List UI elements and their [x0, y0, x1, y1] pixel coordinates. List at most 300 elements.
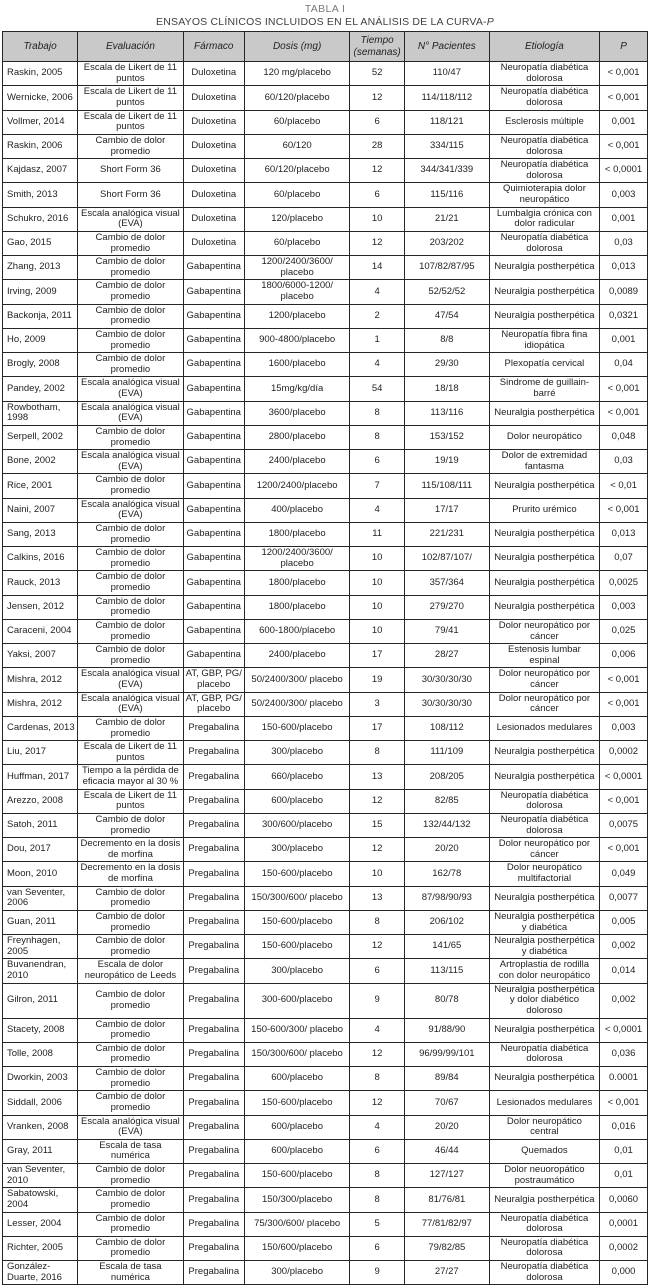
cell-dosis: 60/120/placebo — [244, 159, 350, 183]
cell-dosis: 400/placebo — [244, 498, 350, 522]
cell-dosis: 300/600/placebo — [244, 813, 350, 837]
cell-pacientes: 113/116 — [404, 401, 489, 425]
cell-evaluacion: Cambio de dolor promedio — [78, 1188, 184, 1212]
cell-p: 0,001 — [600, 328, 648, 352]
cell-farmaco: Duloxetina — [183, 231, 244, 255]
cell-tiempo: 8 — [350, 401, 405, 425]
cell-p: < 0,001 — [600, 789, 648, 813]
cell-trabajo: Richter, 2005 — [3, 1236, 78, 1260]
cell-farmaco: Gabapentina — [183, 522, 244, 546]
cell-farmaco: Pregabalina — [183, 910, 244, 934]
cell-tiempo: 17 — [350, 644, 405, 668]
cell-farmaco: Duloxetina — [183, 110, 244, 134]
cell-pacientes: 89/84 — [404, 1067, 489, 1091]
cell-pacientes: 8/8 — [404, 328, 489, 352]
cell-pacientes: 132/44/132 — [404, 813, 489, 837]
table-row — [3, 644, 648, 668]
cell-trabajo: Brogly, 2008 — [3, 353, 78, 377]
cell-dosis: 75/300/600/ placebo — [244, 1212, 350, 1236]
cell-farmaco: Pregabalina — [183, 1212, 244, 1236]
cell-dosis: 900-4800/placebo — [244, 328, 350, 352]
cell-farmaco: Pregabalina — [183, 862, 244, 886]
cell-etiologia: Neuralgia postherpética — [489, 1067, 599, 1091]
cell-trabajo: Naini, 2007 — [3, 498, 78, 522]
cell-farmaco: Gabapentina — [183, 450, 244, 474]
cell-p: < 0,001 — [600, 86, 648, 110]
cell-etiologia: Neuralgia postherpética y diabética — [489, 910, 599, 934]
cell-dosis: 150-600/placebo — [244, 1091, 350, 1115]
cell-trabajo: Moon, 2010 — [3, 862, 78, 886]
cell-evaluacion: Escala analógica visual (EVA) — [78, 1115, 184, 1139]
cell-tiempo: 8 — [350, 910, 405, 934]
cell-trabajo: Dworkin, 2003 — [3, 1067, 78, 1091]
cell-evaluacion: Cambio de dolor promedio — [78, 571, 184, 595]
table-row — [3, 838, 648, 862]
cell-tiempo: 12 — [350, 838, 405, 862]
table-row — [3, 935, 648, 959]
cell-pacientes: 81/76/81 — [404, 1188, 489, 1212]
cell-p: 0,01 — [600, 1164, 648, 1188]
cell-farmaco: Gabapentina — [183, 280, 244, 304]
table-row — [3, 716, 648, 740]
table-number-title: TABLA I — [304, 3, 346, 15]
cell-p: 0,0089 — [600, 280, 648, 304]
cell-pacientes: 141/65 — [404, 935, 489, 959]
table-row — [3, 134, 648, 158]
cell-dosis: 660/placebo — [244, 765, 350, 789]
cell-evaluacion: Cambio de dolor promedio — [78, 886, 184, 910]
cell-tiempo: 1 — [350, 328, 405, 352]
table-row — [3, 547, 648, 571]
cell-evaluacion: Cambio de dolor promedio — [78, 935, 184, 959]
cell-p: 0,005 — [600, 910, 648, 934]
table-row — [3, 450, 648, 474]
cell-pacientes: 91/88/90 — [404, 1018, 489, 1042]
cell-p: 0,001 — [600, 110, 648, 134]
cell-tiempo: 10 — [350, 862, 405, 886]
cell-dosis: 600/placebo — [244, 1115, 350, 1139]
cell-pacientes: 70/67 — [404, 1091, 489, 1115]
cell-evaluacion: Cambio de dolor promedio — [78, 1164, 184, 1188]
cell-tiempo: 9 — [350, 983, 405, 1018]
table-row — [3, 1042, 648, 1066]
cell-tiempo: 4 — [350, 280, 405, 304]
cell-evaluacion: Escala analógica visual (EVA) — [78, 207, 184, 231]
col-header-tiempo: Tiempo (semanas) — [350, 32, 405, 62]
cell-dosis: 300/placebo — [244, 741, 350, 765]
cell-farmaco: Duloxetina — [183, 86, 244, 110]
cell-trabajo: Irving, 2009 — [3, 280, 78, 304]
cell-trabajo: Sang, 2013 — [3, 522, 78, 546]
cell-dosis: 2800/placebo — [244, 425, 350, 449]
cell-p: 0,025 — [600, 619, 648, 643]
cell-evaluacion: Cambio de dolor promedio — [78, 231, 184, 255]
cell-dosis: 600/placebo — [244, 789, 350, 813]
cell-tiempo: 15 — [350, 813, 405, 837]
cell-dosis: 2400/placebo — [244, 450, 350, 474]
cell-evaluacion: Cambio de dolor promedio — [78, 1042, 184, 1066]
cell-dosis: 150/300/600/ placebo — [244, 1042, 350, 1066]
cell-trabajo: Lesser, 2004 — [3, 1212, 78, 1236]
cell-pacientes: 20/20 — [404, 1115, 489, 1139]
cell-tiempo: 13 — [350, 886, 405, 910]
cell-evaluacion: Cambio de dolor promedio — [78, 983, 184, 1018]
cell-trabajo: Calkins, 2016 — [3, 547, 78, 571]
cell-evaluacion: Cambio de dolor promedio — [78, 1091, 184, 1115]
table-row — [3, 668, 648, 692]
cell-etiologia: Neuralgia postherpética — [489, 474, 599, 498]
cell-tiempo: 12 — [350, 159, 405, 183]
table-row — [3, 789, 648, 813]
table-row — [3, 231, 648, 255]
cell-farmaco: Pregabalina — [183, 1067, 244, 1091]
cell-etiologia: Lesionados medulares — [489, 716, 599, 740]
cell-p: 0.0001 — [600, 1067, 648, 1091]
cell-pacientes: 206/102 — [404, 910, 489, 934]
table-row — [3, 765, 648, 789]
cell-dosis: 600/placebo — [244, 1139, 350, 1163]
cell-trabajo: Huffman, 2017 — [3, 765, 78, 789]
cell-etiologia: Esclerosis múltiple — [489, 110, 599, 134]
cell-evaluacion: Cambio de dolor promedio — [78, 1236, 184, 1260]
cell-farmaco: AT, GBP, PG/ placebo — [183, 692, 244, 716]
cell-pacientes: 208/205 — [404, 765, 489, 789]
cell-farmaco: Gabapentina — [183, 328, 244, 352]
cell-tiempo: 4 — [350, 1115, 405, 1139]
cell-trabajo: Tolle, 2008 — [3, 1042, 78, 1066]
cell-trabajo: Rowbotham, 1998 — [3, 401, 78, 425]
col-header-etiologia: Etiología — [489, 32, 599, 62]
cell-p: 0,003 — [600, 183, 648, 207]
table-row — [3, 1139, 648, 1163]
table-row — [3, 328, 648, 352]
table-row — [3, 910, 648, 934]
cell-dosis: 120/placebo — [244, 207, 350, 231]
cell-pacientes: 162/78 — [404, 862, 489, 886]
cell-pacientes: 115/108/111 — [404, 474, 489, 498]
table-body — [3, 62, 648, 1285]
cell-dosis: 600/placebo — [244, 1067, 350, 1091]
table-row — [3, 886, 648, 910]
cell-trabajo: Jensen, 2012 — [3, 595, 78, 619]
cell-trabajo: Arezzo, 2008 — [3, 789, 78, 813]
cell-farmaco: Pregabalina — [183, 886, 244, 910]
cell-farmaco: Pregabalina — [183, 1164, 244, 1188]
header-row — [3, 32, 648, 62]
cell-pacientes: 82/85 — [404, 789, 489, 813]
cell-dosis: 1800/6000-1200/ placebo — [244, 280, 350, 304]
table-head — [3, 32, 648, 62]
cell-etiologia: Neuralgia postherpética — [489, 741, 599, 765]
cell-trabajo: Gao, 2015 — [3, 231, 78, 255]
cell-tiempo: 6 — [350, 1139, 405, 1163]
table-subtitle — [2, 16, 648, 28]
cell-pacientes: 19/19 — [404, 450, 489, 474]
cell-trabajo: Satoh, 2011 — [3, 813, 78, 837]
table-row — [3, 425, 648, 449]
cell-trabajo: Dou, 2017 — [3, 838, 78, 862]
table-row — [3, 110, 648, 134]
cell-pacientes: 79/82/85 — [404, 1236, 489, 1260]
cell-dosis: 150/600/placebo — [244, 1236, 350, 1260]
cell-etiologia: Neuralgia postherpética — [489, 280, 599, 304]
cell-tiempo: 10 — [350, 571, 405, 595]
cell-farmaco: Duloxetina — [183, 134, 244, 158]
cell-dosis: 150-600/placebo — [244, 910, 350, 934]
cell-pacientes: 114/118/112 — [404, 86, 489, 110]
cell-pacientes: 203/202 — [404, 231, 489, 255]
cell-farmaco: Pregabalina — [183, 1139, 244, 1163]
cell-etiologia: Neuropatía diabética dolorosa — [489, 231, 599, 255]
cell-p: 0,003 — [600, 595, 648, 619]
cell-pacientes: 21/21 — [404, 207, 489, 231]
cell-pacientes: 30/30/30/30 — [404, 692, 489, 716]
cell-p: 0,0025 — [600, 571, 648, 595]
table-row — [3, 959, 648, 983]
cell-pacientes: 28/27 — [404, 644, 489, 668]
table-row — [3, 1236, 648, 1260]
cell-pacientes: 79/41 — [404, 619, 489, 643]
col-header-farmaco: Fármaco — [183, 32, 244, 62]
cell-p: < 0,001 — [600, 498, 648, 522]
cell-p: 0,03 — [600, 450, 648, 474]
cell-trabajo: Vranken, 2008 — [3, 1115, 78, 1139]
col-header-p: P — [600, 32, 648, 62]
cell-evaluacion: Cambio de dolor promedio — [78, 547, 184, 571]
cell-dosis: 150/300/placebo — [244, 1188, 350, 1212]
cell-evaluacion: Escala de Likert de 11 puntos — [78, 110, 184, 134]
table-row — [3, 1261, 648, 1285]
cell-p: 0,014 — [600, 959, 648, 983]
cell-trabajo: Wernicke, 2006 — [3, 86, 78, 110]
table-row — [3, 595, 648, 619]
cell-tiempo: 12 — [350, 1042, 405, 1066]
cell-pacientes: 113/115 — [404, 959, 489, 983]
cell-tiempo: 10 — [350, 595, 405, 619]
table-row — [3, 813, 648, 837]
cell-farmaco: Duloxetina — [183, 183, 244, 207]
cell-tiempo: 14 — [350, 256, 405, 280]
cell-dosis: 150-600/300/ placebo — [244, 1018, 350, 1042]
cell-tiempo: 12 — [350, 935, 405, 959]
cell-tiempo: 54 — [350, 377, 405, 401]
cell-farmaco: Pregabalina — [183, 1018, 244, 1042]
cell-evaluacion: Cambio de dolor promedio — [78, 644, 184, 668]
cell-etiologia: Neuralgia postherpética — [489, 547, 599, 571]
cell-etiologia: Dolor neuropático central — [489, 1115, 599, 1139]
cell-pacientes: 221/231 — [404, 522, 489, 546]
cell-dosis: 150-600/placebo — [244, 716, 350, 740]
cell-tiempo: 12 — [350, 789, 405, 813]
table-row — [3, 474, 648, 498]
cell-p: 0,013 — [600, 256, 648, 280]
cell-tiempo: 6 — [350, 450, 405, 474]
cell-etiologia: Neuralgia postherpética — [489, 886, 599, 910]
table-row — [3, 280, 648, 304]
cell-farmaco: Gabapentina — [183, 644, 244, 668]
cell-trabajo: Ho, 2009 — [3, 328, 78, 352]
cell-farmaco: Gabapentina — [183, 425, 244, 449]
cell-evaluacion: Short Form 36 — [78, 183, 184, 207]
cell-tiempo: 10 — [350, 207, 405, 231]
cell-etiologia: Neuropatía diabética dolorosa — [489, 1261, 599, 1285]
cell-p: 0,0002 — [600, 1236, 648, 1260]
cell-p: 0,049 — [600, 862, 648, 886]
cell-p: < 0,001 — [600, 1091, 648, 1115]
cell-evaluacion: Cambio de dolor promedio — [78, 1067, 184, 1091]
cell-p: < 0,001 — [600, 668, 648, 692]
table-row — [3, 401, 648, 425]
cell-etiologia: Dolor de extremidad fantasma — [489, 450, 599, 474]
cell-p: < 0,0001 — [600, 159, 648, 183]
cell-p: 0,002 — [600, 935, 648, 959]
table-row — [3, 522, 648, 546]
cell-dosis: 60/120/placebo — [244, 86, 350, 110]
cell-farmaco: Duloxetina — [183, 159, 244, 183]
cell-evaluacion: Cambio de dolor promedio — [78, 280, 184, 304]
cell-farmaco: Gabapentina — [183, 401, 244, 425]
cell-dosis: 60/placebo — [244, 110, 350, 134]
cell-dosis: 1200/placebo — [244, 304, 350, 328]
cell-tiempo: 12 — [350, 86, 405, 110]
cell-trabajo: Schukro, 2016 — [3, 207, 78, 231]
cell-evaluacion: Cambio de dolor promedio — [78, 716, 184, 740]
cell-farmaco: Gabapentina — [183, 474, 244, 498]
cell-etiologia: Neuropatía diabética dolorosa — [489, 134, 599, 158]
table-row — [3, 353, 648, 377]
cell-trabajo: Gilron, 2011 — [3, 983, 78, 1018]
cell-dosis: 1800/placebo — [244, 595, 350, 619]
cell-pacientes: 17/17 — [404, 498, 489, 522]
cell-trabajo: Guan, 2011 — [3, 910, 78, 934]
cell-dosis: 300/placebo — [244, 1261, 350, 1285]
cell-etiologia: Dolor neuropático multifactorial — [489, 862, 599, 886]
table-subtitle-p: P — [486, 16, 494, 29]
cell-evaluacion: Cambio de dolor promedio — [78, 256, 184, 280]
cell-etiologia: Quimioterapia dolor neuropático — [489, 183, 599, 207]
table-row — [3, 183, 648, 207]
cell-evaluacion: Cambio de dolor promedio — [78, 425, 184, 449]
cell-evaluacion: Cambio de dolor promedio — [78, 522, 184, 546]
cell-farmaco: Duloxetina — [183, 207, 244, 231]
cell-trabajo: van Seventer, 2010 — [3, 1164, 78, 1188]
cell-trabajo: Rice, 2001 — [3, 474, 78, 498]
cell-etiologia: Neuropatía fibra fina idiopática — [489, 328, 599, 352]
cell-pacientes: 357/364 — [404, 571, 489, 595]
cell-farmaco: Gabapentina — [183, 377, 244, 401]
cell-tiempo: 12 — [350, 1091, 405, 1115]
cell-etiologia: Neuropatía diabética dolorosa — [489, 1236, 599, 1260]
cell-trabajo: Stacety, 2008 — [3, 1018, 78, 1042]
cell-evaluacion: Escala de Likert de 11 puntos — [78, 62, 184, 86]
cell-p: 0,0060 — [600, 1188, 648, 1212]
cell-trabajo: Vollmer, 2014 — [3, 110, 78, 134]
cell-dosis: 1200/2400/placebo — [244, 474, 350, 498]
cell-farmaco: Gabapentina — [183, 304, 244, 328]
table-row — [3, 571, 648, 595]
cell-dosis: 150-600/placebo — [244, 1164, 350, 1188]
cell-p: < 0,001 — [600, 401, 648, 425]
cell-evaluacion: Tiempo a la pérdida de eficacia mayor al 30 % — [78, 765, 184, 789]
cell-evaluacion: Escala de Likert de 11 puntos — [78, 86, 184, 110]
cell-etiologia: Neuralgia postherpética — [489, 401, 599, 425]
cell-farmaco: Pregabalina — [183, 813, 244, 837]
cell-p: 0,0075 — [600, 813, 648, 837]
cell-p: < 0,0001 — [600, 1018, 648, 1042]
cell-etiologia: Neuropatía diabética dolorosa — [489, 1212, 599, 1236]
cell-evaluacion: Escala de tasa numérica — [78, 1139, 184, 1163]
cell-dosis: 1600/placebo — [244, 353, 350, 377]
cell-farmaco: Pregabalina — [183, 838, 244, 862]
cell-tiempo: 11 — [350, 522, 405, 546]
cell-p: 0,01 — [600, 1139, 648, 1163]
cell-trabajo: Cardenas, 2013 — [3, 716, 78, 740]
cell-pacientes: 344/341/339 — [404, 159, 489, 183]
cell-evaluacion: Cambio de dolor promedio — [78, 813, 184, 837]
cell-farmaco: Pregabalina — [183, 1115, 244, 1139]
cell-evaluacion: Escala analógica visual (EVA) — [78, 498, 184, 522]
table-row — [3, 619, 648, 643]
cell-p: 0,016 — [600, 1115, 648, 1139]
cell-dosis: 600-1800/placebo — [244, 619, 350, 643]
cell-etiologia: Lumbalgia crónica con dolor radicular — [489, 207, 599, 231]
cell-trabajo: Serpell, 2002 — [3, 425, 78, 449]
cell-p: < 0,001 — [600, 62, 648, 86]
cell-evaluacion: Escala analógica visual (EVA) — [78, 401, 184, 425]
cell-trabajo: Liu, 2017 — [3, 741, 78, 765]
cell-etiologia: Neuropatía diabética dolorosa — [489, 789, 599, 813]
cell-trabajo: Sabatowski, 2004 — [3, 1188, 78, 1212]
table-row — [3, 159, 648, 183]
cell-evaluacion: Cambio de dolor promedio — [78, 910, 184, 934]
cell-etiologia: Dolor neuropático por cáncer — [489, 692, 599, 716]
cell-p: 0,048 — [600, 425, 648, 449]
cell-etiologia: Dolor neuropático — [489, 425, 599, 449]
cell-tiempo: 2 — [350, 304, 405, 328]
cell-evaluacion: Escala de Likert de 11 puntos — [78, 789, 184, 813]
cell-p: < 0,01 — [600, 474, 648, 498]
cell-trabajo: Bone, 2002 — [3, 450, 78, 474]
cell-dosis: 3600/placebo — [244, 401, 350, 425]
cell-etiologia: Neuralgia postherpética — [489, 256, 599, 280]
cell-pacientes: 18/18 — [404, 377, 489, 401]
cell-tiempo: 19 — [350, 668, 405, 692]
cell-evaluacion: Cambio de dolor promedio — [78, 595, 184, 619]
cell-farmaco: Pregabalina — [183, 935, 244, 959]
table-row — [3, 498, 648, 522]
cell-tiempo: 6 — [350, 183, 405, 207]
cell-tiempo: 10 — [350, 619, 405, 643]
cell-etiologia: Neuralgia postherpética — [489, 595, 599, 619]
cell-p: 0,000 — [600, 1261, 648, 1285]
cell-farmaco: Gabapentina — [183, 619, 244, 643]
cell-dosis: 15mg/kg/día — [244, 377, 350, 401]
table-subtitle-text: ENSAYOS CLÍNICOS INCLUIDOS EN EL ANÁLISIS DE LA CURVA- — [156, 16, 487, 29]
cell-tiempo: 4 — [350, 498, 405, 522]
cell-tiempo: 8 — [350, 425, 405, 449]
cell-pacientes: 279/270 — [404, 595, 489, 619]
cell-evaluacion: Cambio de dolor promedio — [78, 353, 184, 377]
cell-etiologia: Neuropatía diabética dolorosa — [489, 813, 599, 837]
cell-evaluacion: Cambio de dolor promedio — [78, 1018, 184, 1042]
cell-etiologia: Neuralgia postherpética — [489, 571, 599, 595]
cell-etiologia: Neuralgia postherpética — [489, 765, 599, 789]
cell-etiologia: Neuropatía diabética dolorosa — [489, 86, 599, 110]
cell-farmaco: Duloxetina — [183, 62, 244, 86]
cell-etiologia: Neuropatía diabética dolorosa — [489, 1042, 599, 1066]
table-row — [3, 1164, 648, 1188]
cell-etiologia: Dolor neuropático por cáncer — [489, 668, 599, 692]
